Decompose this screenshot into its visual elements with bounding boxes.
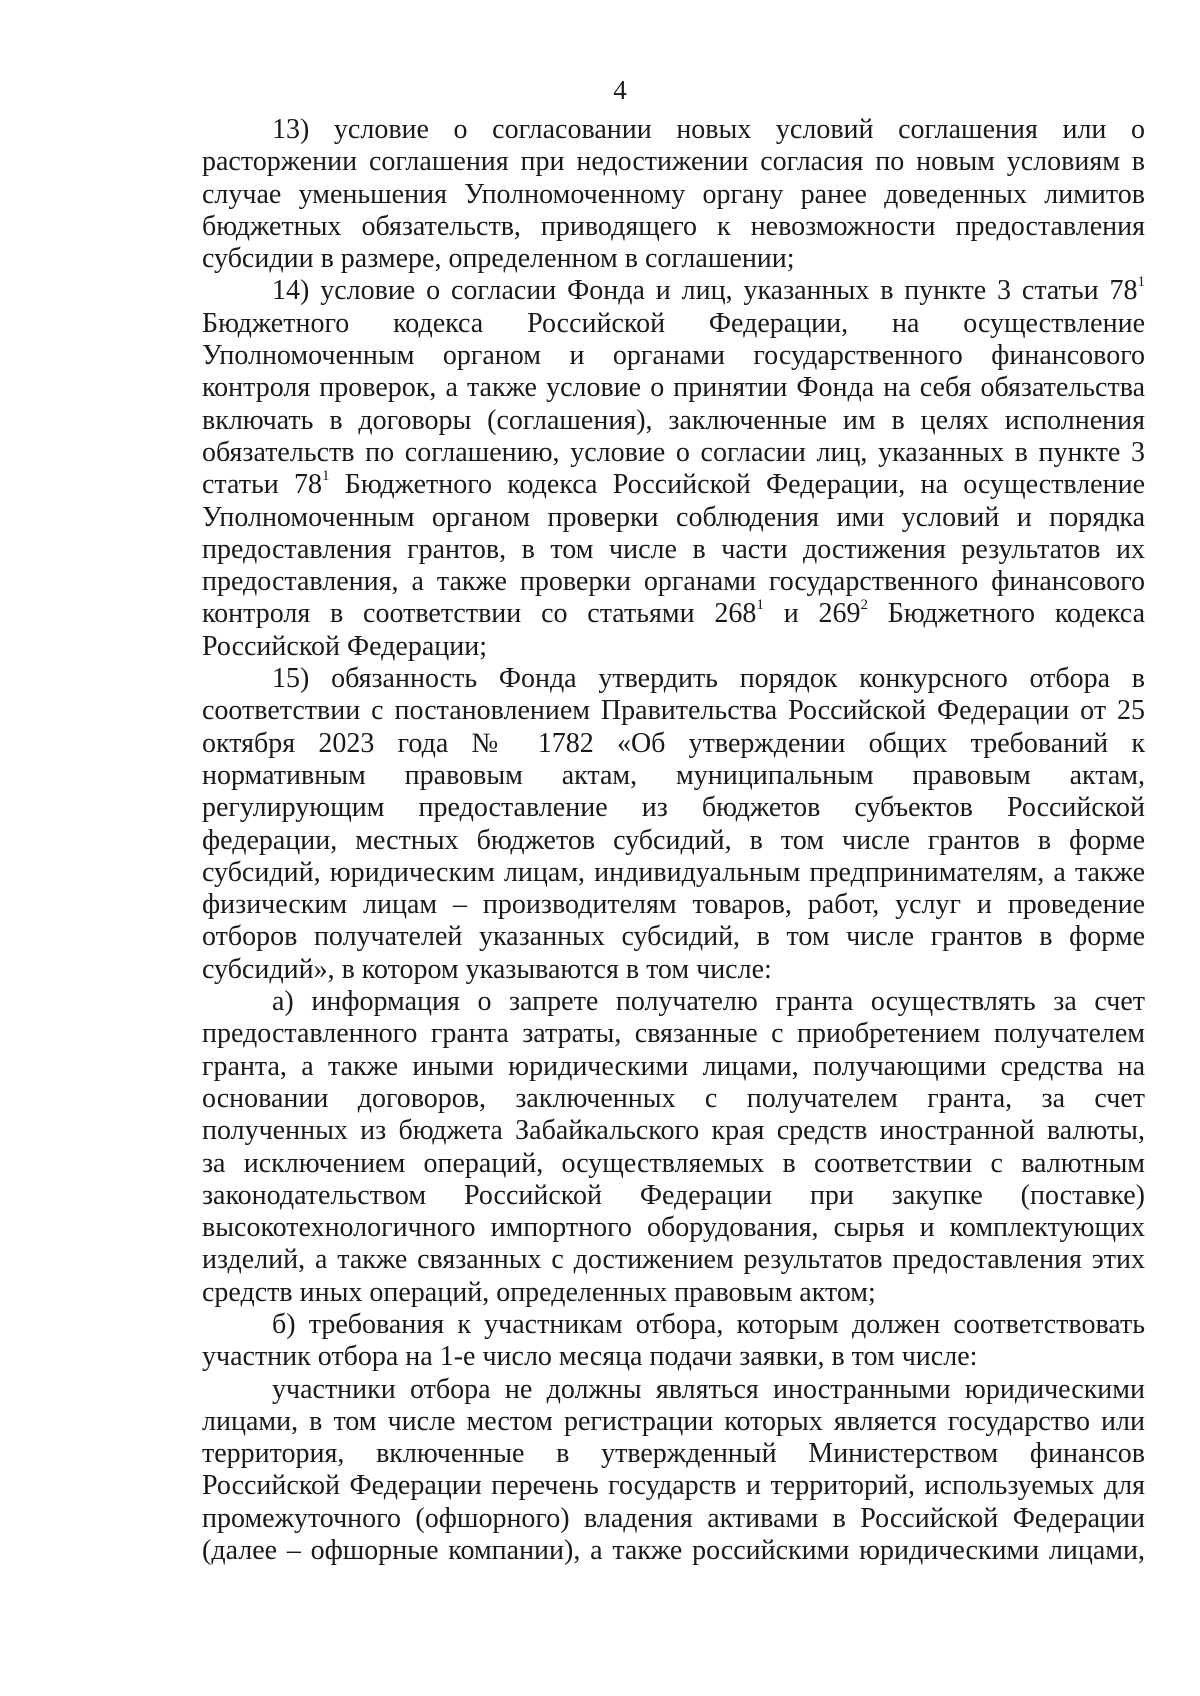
text-line [202,437,1145,469]
text-line [202,1374,1145,1406]
line-text: Российской Федерации перечень государств и территорий, используемых для [202,1470,1145,1502]
text-line [202,1244,1145,1276]
text-line [202,1212,1145,1244]
line-text: предоставления, а также проверки органами государственного финансового [202,566,1145,598]
text-line [202,1051,1145,1083]
text-line [202,1148,1145,1180]
line-text: бюджетных обязательств, приводящего к невозможности предоставления [202,210,1145,242]
line-text: Бюджетного кодекса Российской Федерации, на осуществление [202,307,1145,339]
text-line [202,1309,1145,1341]
line-text: субсидий», в котором указываются в том числе: [202,953,772,985]
text-line [202,469,1145,501]
line-text: нормативным правовым актам, муниципальным правовым актам, [202,759,1145,791]
line-text: контроля в соответствии со статьями 268 [202,598,757,630]
line-text: гранта, а также иными юридическими лицами, получающими средства на [202,1050,1145,1082]
line-text: (далее – офшорные компании), а также российскими юридическими лицами, [202,1535,1145,1567]
line-text: полученных из бюджета Забайкальского края средств иностранной валюты, [202,1115,1145,1147]
line-text: субсидий, юридическим лицам, индивидуальным предпринимателям, а также [202,856,1145,888]
text-line [202,792,1145,824]
line-text: обязательств по соглашению, условие о согласии лиц, указанных в пункте 3 [202,436,1145,468]
text-line [202,1470,1145,1502]
text-line [202,1277,1145,1309]
line-text: промежуточного (офшорного) владения активами в Российской Федерации [202,1502,1145,1534]
text-line [202,921,1145,953]
text-line [202,954,1145,986]
text-line [202,986,1145,1018]
line-text: Российской Федерации; [202,630,488,662]
line-text: высокотехнологичного импортного оборудования, сырья и комплектующих [202,1212,1145,1244]
text-line [202,372,1145,404]
superscript: 1 [756,597,764,614]
line-text: регулирующим предоставление из бюджетов субъектов Российской [202,792,1145,824]
superscript: 1 [322,467,330,484]
text-line [202,308,1145,340]
line-text: октября 2023 года № 1782 «Об утверждении общих требований к [202,727,1145,759]
line-text: 15) обязанность Фонда утвердить порядок конкурсного отбора в [272,663,1145,695]
text-line [202,114,1145,146]
line-text: субсидии в размере, определенном в соглашении; [202,243,795,275]
line-text: участник отбора на 1-е число месяца подачи заявки, в том числе: [202,1341,978,1373]
text-line [202,760,1145,792]
line-text: случае уменьшения Уполномоченному органу ранее доведенных лимитов [202,178,1145,210]
text-line [202,728,1145,760]
line-text: предоставления грантов, в том числе в части достижения результатов их [202,533,1145,565]
text-line [202,695,1145,727]
line-text: Бюджетного кодекса [868,598,1145,630]
text-line [202,146,1145,178]
text-line [202,405,1145,437]
line-text: участники отбора не должны являться иностранными юридическими [272,1373,1145,1405]
line-text: 14) условие о согласии Фонда и лиц, указанных в пункте 3 статьи 78 [272,275,1138,307]
text-line [202,1535,1145,1567]
text-line [202,275,1145,307]
superscript: 2 [860,597,868,614]
text-line [202,211,1145,243]
line-text: расторжении соглашения при недостижении согласия по новым условиям в [202,146,1145,178]
line-text: физическим лицам – производителям товаров, работ, услуг и проведение [202,889,1145,921]
line-text: б) требования к участникам отбора, которым должен соответствовать [272,1308,1145,1340]
text-line [202,1503,1145,1535]
text-line [202,1341,1145,1373]
line-text: статьи 78 [202,469,322,501]
text-line [202,1438,1145,1470]
text-line [202,631,1145,663]
line-text: федерации, местных бюджетов субсидий, в том числе грантов в форме [202,824,1145,856]
document-body [202,114,1145,1567]
line-text: включать в договоры (соглашения), заключенные им в целях исполнения [202,404,1145,436]
text-line [202,857,1145,889]
line-text: предоставленного гранта затраты, связанные с приобретением получателем [202,1018,1145,1050]
text-line [202,1115,1145,1147]
text-line [202,1083,1145,1115]
line-text: изделий, а также связанных с достижением результатов предоставления этих [202,1244,1145,1276]
line-text: Уполномоченным органом и органами государственного финансового [202,340,1145,372]
text-line [202,825,1145,857]
text-line [202,663,1145,695]
text-line [202,889,1145,921]
text-line [202,340,1145,372]
line-text: лицами, в том числе местом регистрации которых является государство или [202,1405,1145,1437]
text-line [202,566,1145,598]
line-text: за исключением операций, осуществляемых в соответствии с валютным [202,1147,1145,1179]
text-line [202,598,1145,630]
text-line [202,1018,1145,1050]
line-text: территория, включенные в утвержденный Министерством финансов [202,1438,1145,1470]
page-number: 4 [613,75,627,105]
line-text: законодательством Российской Федерации при закупке (поставке) [202,1179,1145,1211]
line-text: 13) условие о согласовании новых условий соглашения или о [272,114,1145,145]
text-line [202,179,1145,211]
text-line [202,1180,1145,1212]
text-line [202,534,1145,566]
superscript: 1 [1137,274,1145,291]
line-text: основании договоров, заключенных с получателем гранта, за счет [202,1082,1145,1114]
text-line [202,502,1145,534]
line-text: средств иных операций, определенных правовым актом; [202,1276,876,1308]
text-line [202,243,1145,275]
text-line [202,1406,1145,1438]
line-text: контроля проверок, а также условие о принятии Фонда на себя обязательства [202,372,1145,404]
line-text: соответствии с постановлением Правительства Российской Федерации от 25 [202,695,1145,727]
line-text: Бюджетного кодекса Российской Федерации, на осуществление [329,469,1146,501]
line-text: и 269 [763,598,861,630]
line-text: Уполномоченным органом проверки соблюдения ими условий и порядка [202,501,1145,533]
line-text: а) информация о запрете получателю гранта осуществлять за счет [272,986,1145,1018]
line-text: отборов получателей указанных субсидий, в том числе грантов в форме [202,921,1145,953]
